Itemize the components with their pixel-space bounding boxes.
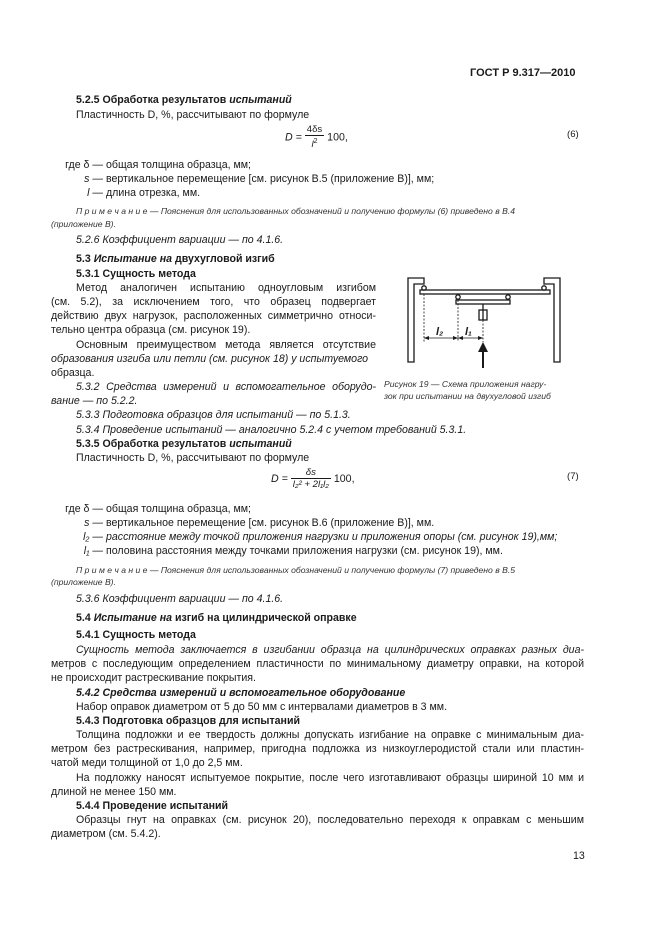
formula-number: (7) bbox=[567, 471, 579, 482]
formula-number: (6) bbox=[567, 129, 579, 140]
section-5-3-1-heading: 5.3.1 Сущность метода bbox=[76, 268, 196, 280]
note: П р и м е ч а н и е — Пояснения для использованных обозначений и получению формулы (7) приведено в В.5 bbox=[76, 565, 515, 575]
symbol-description: длина отрезка, мм. bbox=[106, 187, 201, 199]
section-5-4-heading: 5.4 Испытание на изгиб на цилиндрической оправке bbox=[76, 612, 357, 624]
symbol: где δ — bbox=[65, 503, 103, 515]
note-continued: (приложение В). bbox=[51, 219, 116, 229]
figure-19-diagram bbox=[398, 266, 578, 374]
symbol: где δ — bbox=[65, 159, 103, 171]
paragraph-line: (см. 5.2), за исключением того, что образец подвергает bbox=[51, 296, 376, 308]
figure-19-caption-line1: Рисунок 19 — Схема приложения нагру- bbox=[384, 379, 547, 389]
section-5-4-3-heading: 5.4.3 Подготовка образцов для испытаний bbox=[76, 715, 300, 727]
section-5-4-4-heading: 5.4.4 Проведение испытаний bbox=[76, 800, 229, 812]
figure-19-caption-line2: зок при испытании на двухугловой изгиб bbox=[384, 391, 551, 401]
symbol-description: расстояние между точкой приложения нагрузки и приложения опоры (см. рисунок 19),мм; bbox=[106, 531, 558, 543]
paragraph-line: Образцы гнут на оправках (см. рисунок 20), последовательно переходя к оправкам с меньшим bbox=[76, 814, 584, 826]
section-5-3-2-continued: вание — по 5.2.2. bbox=[51, 395, 138, 407]
symbol-description: общая толщина образца, мм; bbox=[106, 503, 251, 515]
formula-fraction: $\frac{\delta s}{\text{l₂² + 2l₁l₂}}$ bbox=[292, 467, 329, 490]
force-arrow-icon bbox=[478, 342, 488, 352]
symbol: l — bbox=[87, 187, 103, 199]
paragraph-line: метром без растрескивания, например, пригодна подложка из низкоуглеродистой стали или пластин- bbox=[51, 743, 584, 755]
document-header: ГОСТ Р 9.317—2010 bbox=[470, 67, 576, 79]
paragraph-line: Набор оправок диаметром от 5 до 50 мм с интервалами диаметров в 3 мм. bbox=[76, 701, 448, 713]
symbol-description: половина расстояния между точками приложения нагрузки (см. рисунок 19), мм. bbox=[106, 545, 503, 557]
paragraph-line: Пластичность D, %, рассчитывают по формуле bbox=[76, 109, 310, 121]
note-continued: (приложение В). bbox=[51, 577, 116, 587]
section-5-3-5-heading: 5.3.5 Обработка результатов испытаний bbox=[76, 438, 292, 450]
paragraph-line: действию двух нагрузок, расположенных симметрично относи- bbox=[51, 310, 376, 322]
section-5-3-3: 5.3.3 Подготовка образцов для испытаний — по 5.1.3. bbox=[76, 409, 351, 421]
formula-7: D = $\frac{\delta s}{\text{l₂² + 2l₁l₂}}$ 100, bbox=[271, 467, 355, 490]
figure-label-l2: l₂ bbox=[436, 326, 444, 338]
paragraph-line: Толщина подложки и ее твердость должны допускать изгибание на оправке с минимальным диа- bbox=[76, 729, 584, 741]
paragraph-line: длиной не менее 150 мм. bbox=[51, 786, 177, 798]
paragraph-line: образца. bbox=[51, 367, 95, 379]
paragraph-line: тельно центра образца (см. рисунок 19). bbox=[51, 324, 251, 336]
section-5-3-6: 5.3.6 Коэффициент вариации — по 4.1.6. bbox=[76, 593, 284, 605]
symbol: s — bbox=[84, 517, 103, 529]
section-5-2-6: 5.2.6 Коэффициент вариации — по 4.1.6. bbox=[76, 234, 284, 246]
page-number: 13 bbox=[573, 850, 585, 862]
paragraph-line: Пластичность D, %, рассчитывают по формуле bbox=[76, 452, 310, 464]
section-5-4-2-heading: 5.4.2 Средства измерений и вспомогательное оборудование bbox=[76, 687, 406, 699]
section-5-2-5-heading: 5.2.5 Обработка результатов испытаний bbox=[76, 94, 292, 106]
section-5-3-2: 5.3.2 Средства измерений и вспомогательное оборудо- bbox=[76, 381, 376, 393]
load-pin-right bbox=[506, 295, 510, 299]
symbol: l₂ — bbox=[83, 531, 103, 543]
symbol: s — bbox=[84, 173, 103, 185]
paragraph-line: не происходит растрескивание покрытия. bbox=[51, 672, 256, 684]
force-arrow-shaft bbox=[482, 350, 484, 368]
formula-fraction: $\frac{4\delta s}{l^2}$ bbox=[306, 124, 323, 151]
section-5-3-4: 5.3.4 Проведение испытаний — аналогично 5.2.4 с учетом требований 5.3.1. bbox=[76, 424, 467, 436]
specimen-strip bbox=[420, 290, 550, 294]
paragraph-line: метров с последующим определением пластичности по минимальному диаметру оправки, на которой bbox=[51, 658, 584, 670]
load-pin-left bbox=[456, 295, 460, 299]
paragraph-line: На подложку наносят испытуемое покрытие, после чего изготавливают образцы шириной 10 мм и bbox=[76, 772, 584, 784]
symbol-description: вертикальное перемещение [см. рисунок В.5 (приложение В)], мм; bbox=[106, 173, 435, 185]
symbol-description: общая толщина образца, мм; bbox=[106, 159, 251, 171]
paragraph-line: чатой меди толщиной от 1,0 до 2,5 мм. bbox=[51, 757, 243, 769]
note: П р и м е ч а н и е — Пояснения для использованных обозначений и получению формулы (6) приведено в В.4 bbox=[76, 206, 515, 216]
symbol-description: вертикальное перемещение [см. рисунок В.6 (приложение В)], мм. bbox=[106, 517, 435, 529]
paragraph-line: Метод аналогичен испытанию одноугловым изгибом bbox=[76, 282, 376, 294]
load-beam bbox=[456, 300, 510, 304]
section-5-4-1-heading: 5.4.1 Сущность метода bbox=[76, 629, 196, 641]
section-5-3-heading: 5.3 Испытание на двухугловой изгиб bbox=[76, 253, 275, 265]
symbol: l₁ — bbox=[83, 545, 103, 557]
paragraph-line: Основным преимуществом метода является отсутствие bbox=[76, 339, 376, 351]
paragraph-line: образования изгиба или петли (см. рисунок 18) у испытуемого bbox=[51, 353, 369, 365]
figure-label-l1: l₁ bbox=[465, 326, 472, 338]
paragraph-line: диаметром (см. 5.4.2). bbox=[51, 828, 161, 840]
formula-6: D = $\frac{4\delta s}{l^2}$ 100, bbox=[285, 124, 348, 151]
paragraph-line: Сущность метода заключается в изгибании образца на цилиндрических оправках разных диа- bbox=[76, 644, 584, 656]
